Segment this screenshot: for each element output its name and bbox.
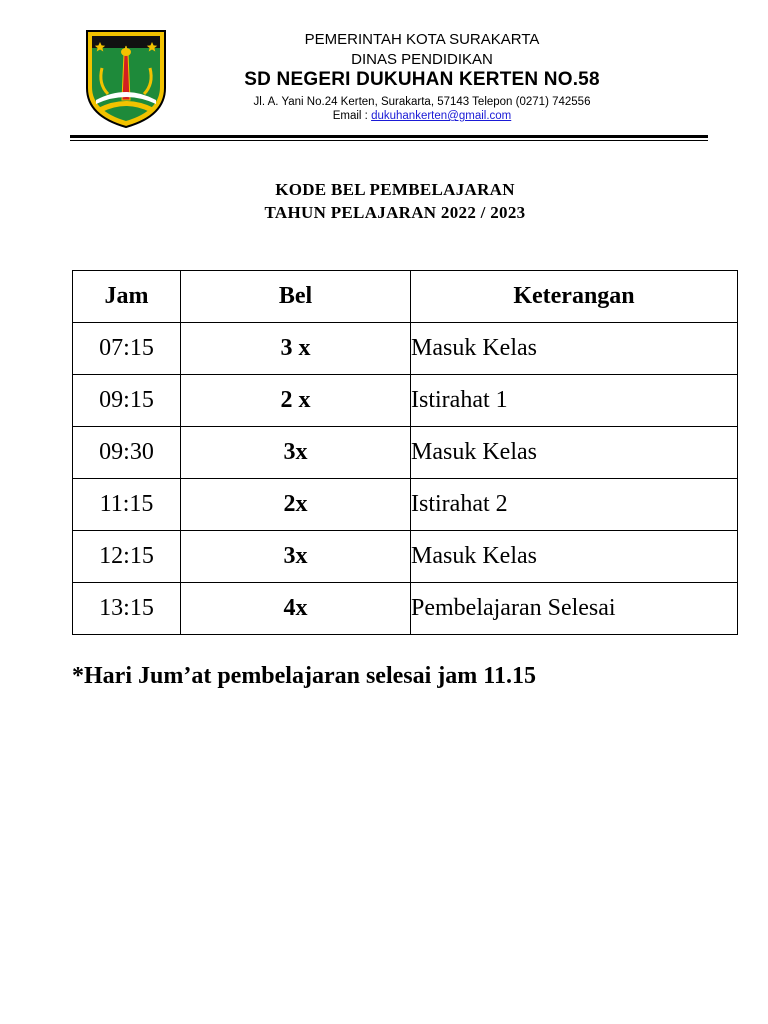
cell-jam: 12:15 bbox=[73, 531, 181, 583]
government-name: PEMERINTAH KOTA SURAKARTA bbox=[304, 31, 540, 48]
cell-jam: 09:15 bbox=[73, 375, 181, 427]
email-line bbox=[180, 110, 664, 122]
cell-jam: 13:15 bbox=[73, 583, 181, 635]
document-title: KODE BEL PEMBELAJARAN bbox=[275, 180, 515, 199]
table-row bbox=[73, 427, 738, 479]
document-subtitle: TAHUN PELAJARAN 2022 / 2023 bbox=[264, 203, 526, 222]
table-row bbox=[73, 583, 738, 635]
cell-bel: 3x bbox=[181, 531, 411, 583]
cell-bel: 3x bbox=[181, 427, 411, 479]
email-link[interactable]: dukuhankerten@gmail.com bbox=[371, 110, 512, 122]
cell-bel: 3 x bbox=[181, 323, 411, 375]
header-keterangan: Keterangan bbox=[411, 271, 738, 323]
cell-jam: 09:30 bbox=[73, 427, 181, 479]
cell-keterangan: Masuk Kelas bbox=[411, 427, 738, 479]
cell-bel: 2 x bbox=[181, 375, 411, 427]
city-crest-logo bbox=[84, 28, 168, 130]
cell-keterangan: Istirahat 1 bbox=[411, 375, 738, 427]
cell-keterangan: Masuk Kelas bbox=[411, 323, 738, 375]
cell-keterangan: Istirahat 2 bbox=[411, 479, 738, 531]
friday-note: *Hari Jum’at pembelajaran selesai jam 11.15 bbox=[72, 663, 536, 689]
header-bel: Bel bbox=[181, 271, 411, 323]
cell-bel: 2x bbox=[181, 479, 411, 531]
department-name: DINAS PENDIDIKAN bbox=[351, 51, 493, 68]
cell-jam: 11:15 bbox=[73, 479, 181, 531]
cell-keterangan: Pembelajaran Selesai bbox=[411, 583, 738, 635]
cell-bel: 4x bbox=[181, 583, 411, 635]
cell-keterangan: Masuk Kelas bbox=[411, 531, 738, 583]
cell-jam: 07:15 bbox=[73, 323, 181, 375]
table-header-row bbox=[73, 271, 738, 323]
table-row bbox=[73, 375, 738, 427]
letterhead-divider-thin bbox=[70, 140, 708, 141]
letterhead-divider-thick bbox=[70, 135, 708, 138]
table-row bbox=[73, 531, 738, 583]
header-jam: Jam bbox=[73, 271, 181, 323]
email-label: Email : bbox=[332, 110, 372, 122]
table-row bbox=[73, 323, 738, 375]
school-name: SD NEGERI DUKUHAN KERTEN NO.58 bbox=[244, 69, 600, 90]
bell-schedule-table bbox=[72, 270, 738, 635]
school-address: Jl. A. Yani No.24 Kerten, Surakarta, 57143 Telepon (0271) 742556 bbox=[253, 96, 591, 108]
table-row bbox=[73, 479, 738, 531]
